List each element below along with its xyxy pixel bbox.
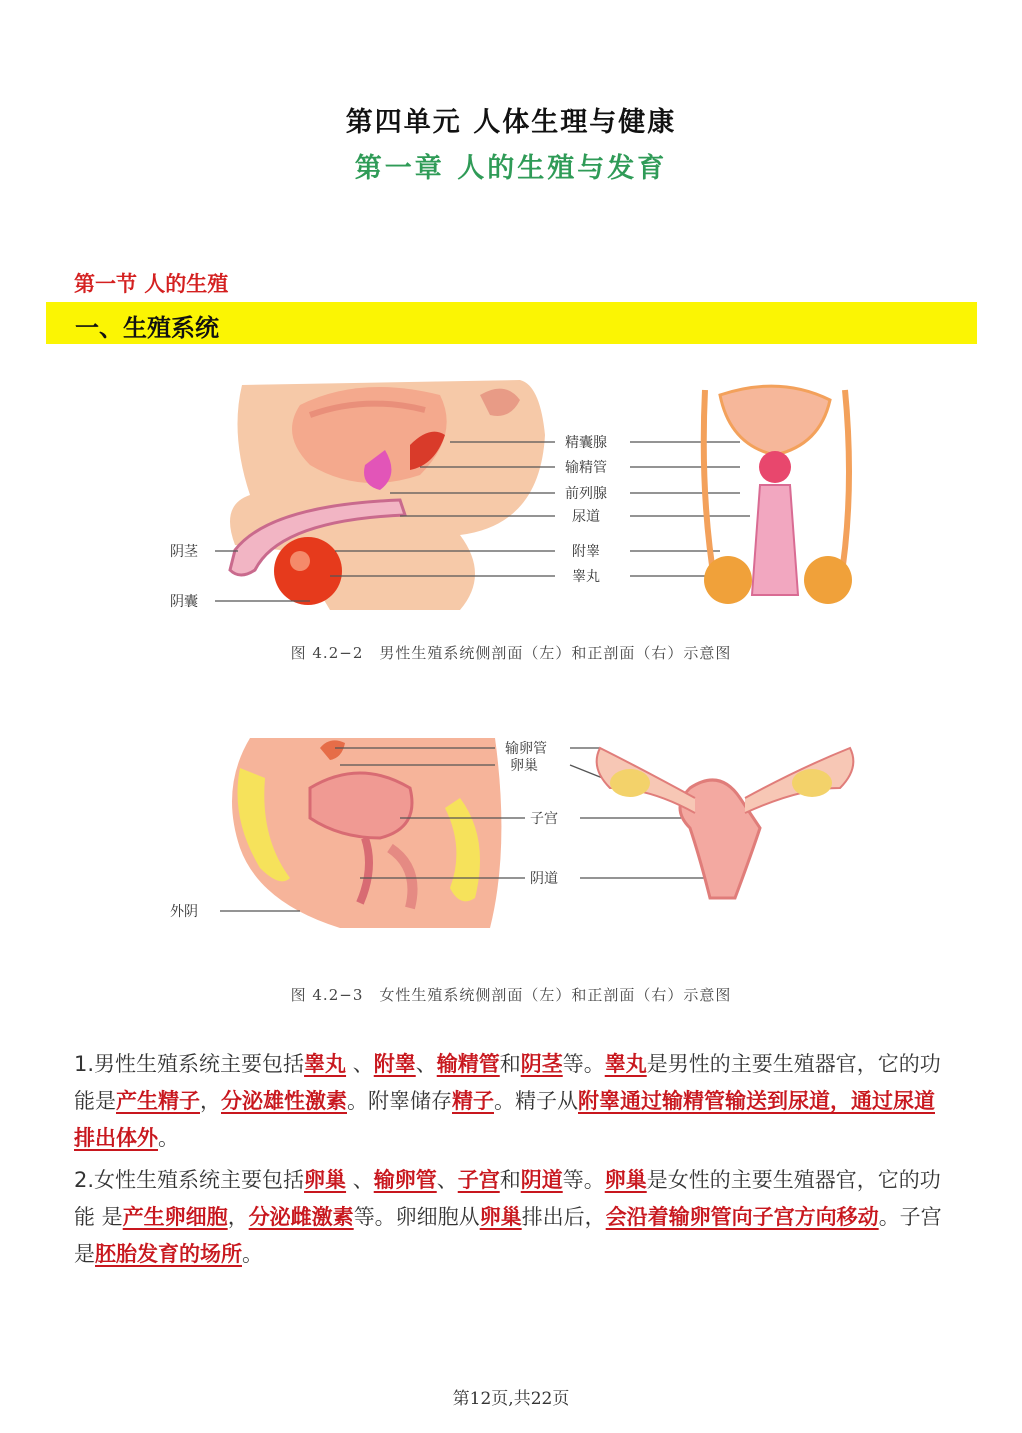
body-text: 。精子从 bbox=[494, 1089, 578, 1113]
emphasis-term: 分泌雄性激素 bbox=[221, 1089, 347, 1113]
emphasis-term: 输精管 bbox=[436, 1052, 500, 1076]
body-text: 1.男性生殖系统主要包括 bbox=[74, 1052, 305, 1076]
body-text: 、 bbox=[346, 1052, 374, 1076]
female-side-section-illustration bbox=[232, 738, 501, 928]
section-title: 第一节 人的生殖 bbox=[74, 272, 229, 296]
emphasis-term: 附睾 bbox=[373, 1052, 416, 1076]
emphasis-term: 子宫 bbox=[457, 1168, 500, 1192]
emphasis-term: 产生精子 bbox=[116, 1089, 200, 1113]
chapter-title: 第一章 人的生殖与发育 bbox=[354, 153, 668, 184]
label-urethra: 尿道 bbox=[572, 509, 600, 525]
body-text: 、 bbox=[415, 1052, 437, 1076]
label-scrotum: 阴囊 bbox=[170, 594, 198, 610]
label-prostate: 前列腺 bbox=[565, 486, 607, 502]
label-vas-deferens: 输精管 bbox=[565, 460, 607, 476]
emphasis-term: 输卵管 bbox=[373, 1168, 437, 1192]
male-reproductive-figure bbox=[160, 375, 880, 625]
paragraph-female-system bbox=[74, 1162, 954, 1273]
emphasis-term: 胚胎发育的场所 bbox=[95, 1242, 242, 1266]
body-text: 等。 bbox=[562, 1052, 605, 1076]
body-text: 2.女性生殖系统主要包括 bbox=[74, 1168, 305, 1192]
emphasis-term: 卵巢 bbox=[479, 1205, 522, 1229]
emphasis-term: 卵巢 bbox=[304, 1168, 347, 1192]
male-front-section-illustration bbox=[704, 386, 852, 604]
body-text: 等。 bbox=[562, 1168, 605, 1192]
label-uterus: 子宫 bbox=[530, 811, 558, 827]
unit-title: 第四单元 人体生理与健康 bbox=[345, 107, 677, 138]
male-figure-caption: 图 4.2−2 男性生殖系统侧剖面（左）和正剖面（右）示意图 bbox=[290, 644, 732, 662]
body-text: 。子宫是 bbox=[74, 1205, 942, 1266]
body-text: ， bbox=[200, 1089, 221, 1113]
body-text: 排出后， bbox=[521, 1205, 606, 1229]
body-text: 和 bbox=[499, 1168, 521, 1192]
label-vulva: 外阴 bbox=[170, 904, 198, 920]
label-vagina: 阴道 bbox=[530, 871, 558, 887]
body-text: 。 bbox=[158, 1126, 179, 1150]
emphasis-term: 分泌雌激素 bbox=[248, 1205, 354, 1229]
emphasis-term: 产生卵细胞 bbox=[122, 1205, 228, 1229]
emphasis-term: 会沿着输卵管向子宫方向移动 bbox=[605, 1205, 879, 1229]
label-penis: 阴茎 bbox=[170, 544, 198, 560]
emphasis-term: 阴道 bbox=[520, 1168, 563, 1192]
emphasis-term: 精子 bbox=[452, 1089, 494, 1113]
body-text: 、 bbox=[346, 1168, 374, 1192]
label-fallopian-tube: 输卵管 bbox=[505, 741, 547, 757]
emphasis-term: 阴茎 bbox=[520, 1052, 563, 1076]
body-text: ， bbox=[227, 1205, 249, 1229]
emphasis-term: 附睾通过输精管输送到尿道，通过尿道排出体外 bbox=[74, 1089, 935, 1150]
label-seminal-vesicle: 精囊腺 bbox=[565, 435, 607, 451]
label-epididymis: 附睾 bbox=[572, 544, 600, 560]
emphasis-term: 卵巢 bbox=[604, 1168, 647, 1192]
female-front-section-illustration bbox=[597, 748, 854, 898]
body-text: 是男性的主要生殖器官，它的功能是 bbox=[74, 1052, 941, 1113]
body-text: 。 bbox=[242, 1242, 263, 1266]
emphasis-term: 睾丸 bbox=[304, 1052, 347, 1076]
page-number: 第12页,共22页 bbox=[452, 1389, 570, 1409]
label-ovary: 卵巢 bbox=[510, 758, 538, 774]
subsection-title: 一、生殖系统 bbox=[75, 314, 219, 342]
body-text: 是女性的主要生殖器官，它的功能 是 bbox=[74, 1168, 941, 1229]
body-text: 。附睾储存 bbox=[347, 1089, 452, 1113]
label-testis: 睾丸 bbox=[572, 569, 600, 585]
female-reproductive-figure bbox=[160, 728, 880, 953]
female-figure-caption: 图 4.2−3 女性生殖系统侧剖面（左）和正剖面（右）示意图 bbox=[290, 986, 732, 1004]
paragraph-male-system bbox=[74, 1046, 954, 1157]
body-text: 等。卵细胞从 bbox=[353, 1205, 480, 1229]
body-text: 、 bbox=[436, 1168, 458, 1192]
body-text: 和 bbox=[499, 1052, 521, 1076]
emphasis-term: 睾丸 bbox=[604, 1052, 647, 1076]
